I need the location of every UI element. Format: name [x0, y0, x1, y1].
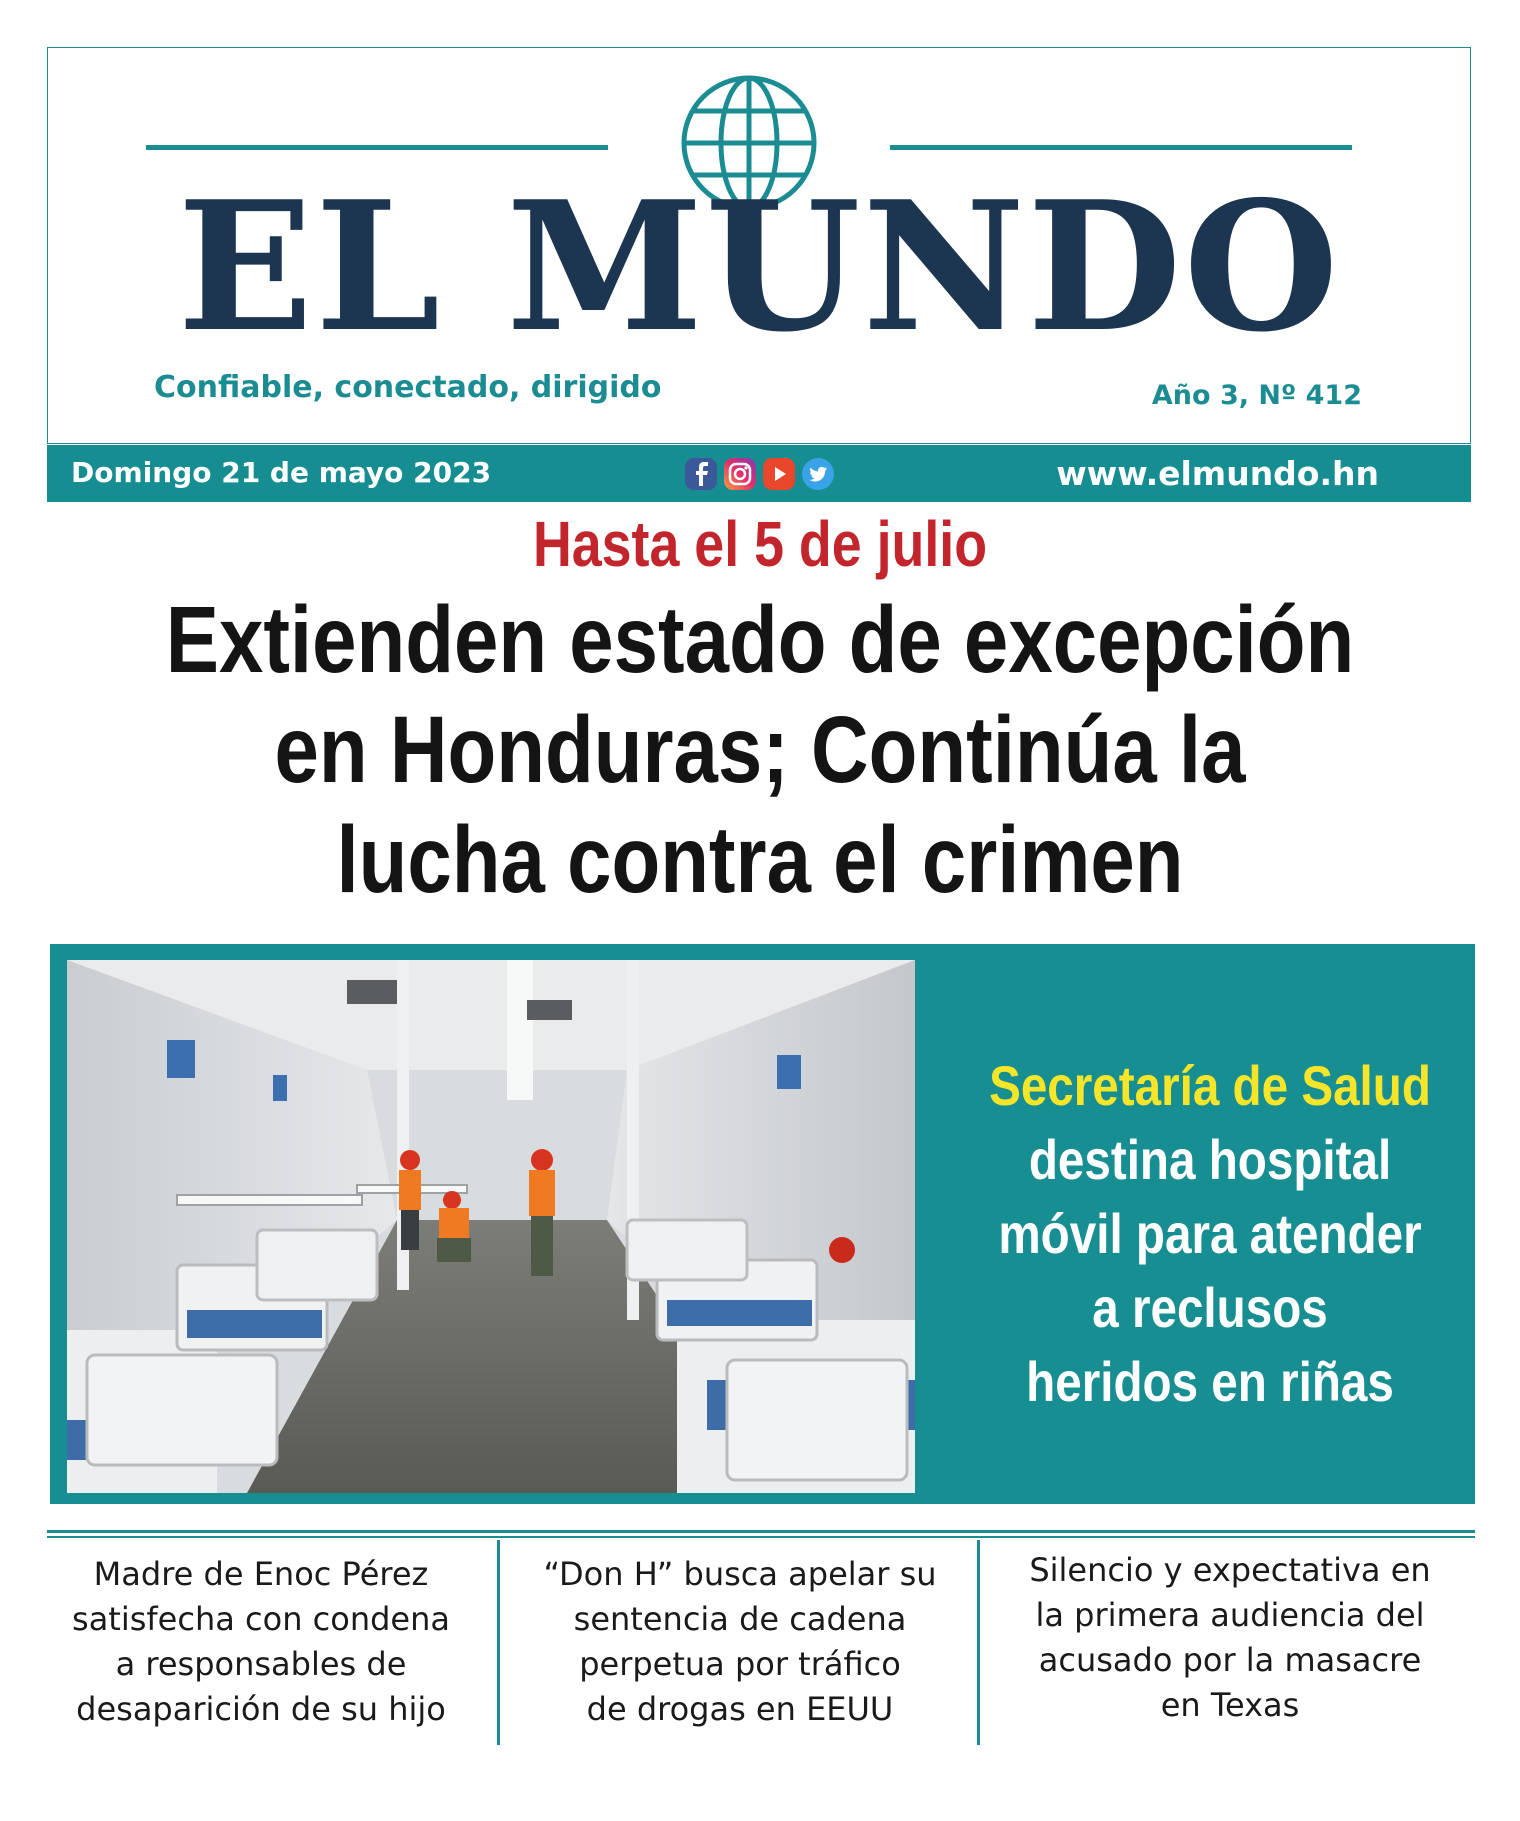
twitter-icon[interactable]	[799, 455, 837, 493]
feature-highlight: Secretaría de Salud	[989, 1054, 1431, 1117]
main-headline	[138, 585, 1381, 915]
headline-line: en Honduras; Continúa la	[274, 697, 1246, 803]
story-line: la primera audiencia del	[1035, 1596, 1425, 1634]
feature-line: heridos en riñas	[1026, 1350, 1394, 1413]
story-line: de drogas en EEUU	[586, 1690, 894, 1728]
feature-line: móvil para atender	[998, 1202, 1422, 1265]
date-bar	[47, 445, 1471, 502]
story-item[interactable]	[995, 1548, 1465, 1728]
section-divider	[47, 1530, 1475, 1533]
masthead	[47, 47, 1471, 444]
story-item[interactable]	[47, 1552, 475, 1732]
newspaper-logo: EL MUNDO	[177, 162, 1341, 371]
headline-kicker: Hasta el 5 de julio	[532, 508, 988, 580]
story-item[interactable]	[515, 1552, 965, 1732]
story-line: satisfecha con condena	[72, 1600, 450, 1638]
story-line: sentencia de cadena	[573, 1600, 907, 1638]
column-separator	[977, 1540, 980, 1745]
masthead-rule-left	[146, 145, 608, 150]
feature-headline	[972, 1049, 1448, 1419]
social-icons	[682, 455, 838, 493]
story-line: desaparición de su hijo	[76, 1690, 446, 1728]
masthead-rule-right	[890, 145, 1352, 150]
story-line: en Texas	[1160, 1686, 1300, 1724]
secondary-stories	[47, 1540, 1475, 1745]
section-divider	[47, 1536, 1475, 1538]
feature-line: a reclusos	[1092, 1276, 1328, 1339]
issue-number: Año 3, Nº 412	[1151, 380, 1362, 411]
story-line: Madre de Enoc Pérez	[93, 1555, 429, 1593]
story-line: perpetua por tráfico	[579, 1645, 901, 1683]
story-line: acusado por la masacre	[1038, 1641, 1422, 1679]
website-url[interactable]: www.elmundo.hn	[1056, 454, 1379, 493]
publication-date: Domingo 21 de mayo 2023	[71, 456, 492, 489]
tagline: Confiable, conectado, dirigido	[154, 370, 662, 405]
column-separator	[497, 1540, 500, 1745]
instagram-icon[interactable]	[721, 455, 759, 493]
story-line: a responsables de	[115, 1645, 407, 1683]
hospital-photo	[67, 960, 915, 1493]
youtube-icon[interactable]	[760, 455, 798, 493]
story-line: Silencio y expectativa en	[1029, 1551, 1431, 1589]
headline-line: Extienden estado de excepción	[165, 587, 1355, 693]
facebook-icon[interactable]	[682, 455, 720, 493]
feature-line: destina hospital	[1028, 1128, 1392, 1191]
headline-line: lucha contra el crimen	[336, 807, 1184, 913]
feature-story	[50, 944, 1475, 1504]
story-line: “Don H” busca apelar su	[543, 1555, 937, 1593]
